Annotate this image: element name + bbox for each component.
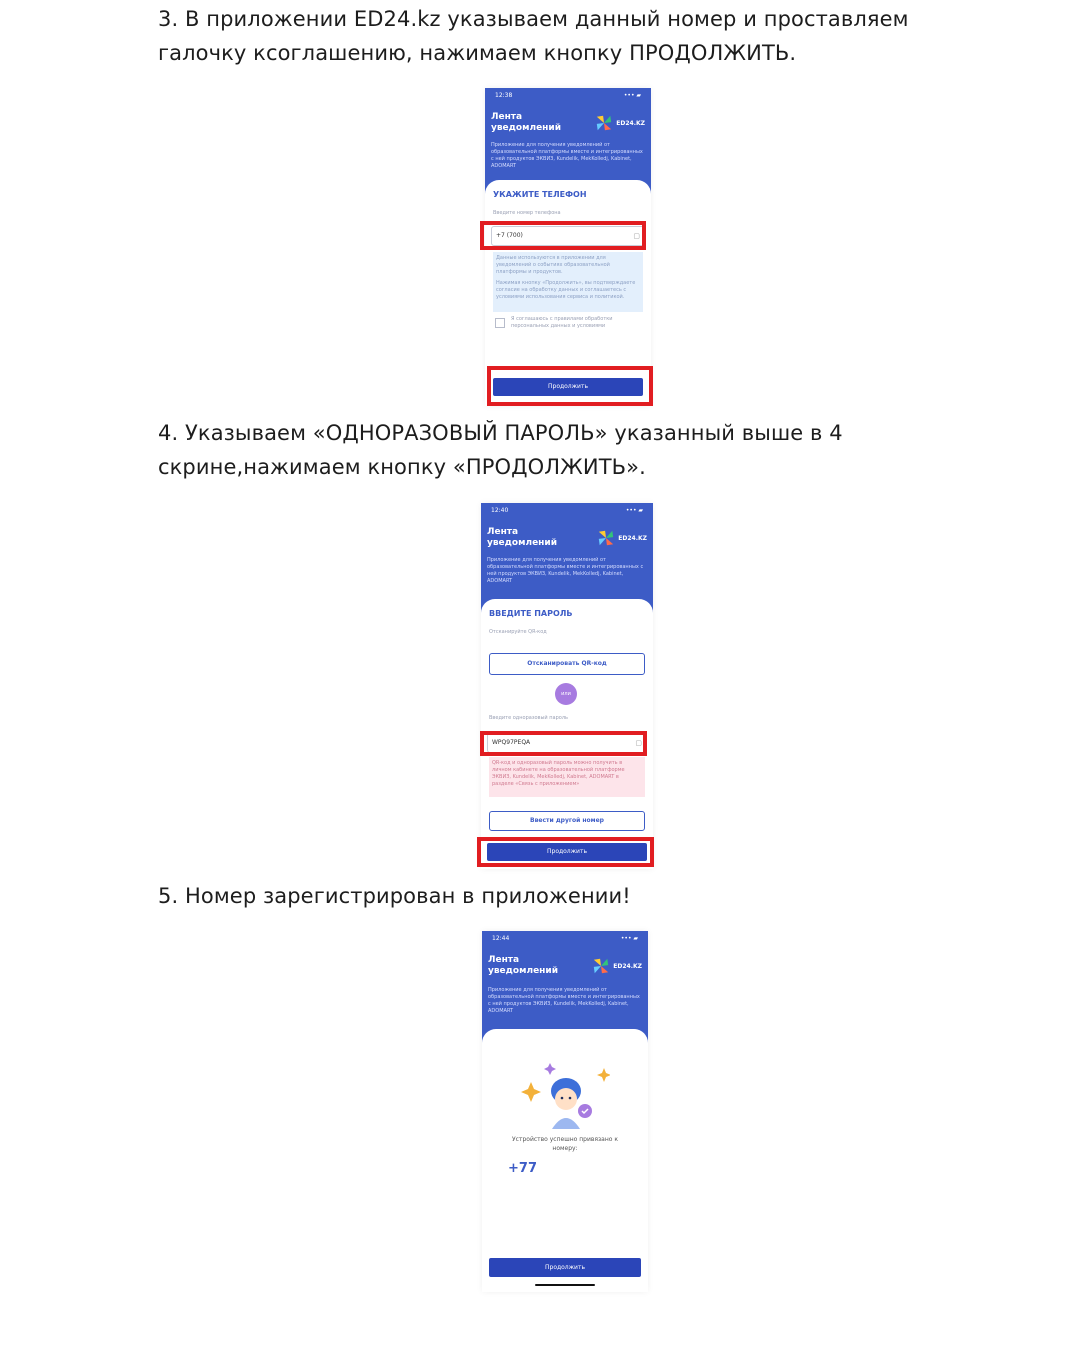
otp-label: Введите одноразовый пароль [489,715,568,721]
status-time: 12:38 [495,92,513,99]
highlight-continue-button [487,366,653,406]
status-bar [492,935,638,942]
brand-name: ED24.KZ [613,962,642,970]
phone-screenshot-2 [481,503,653,869]
home-indicator [535,1284,595,1286]
status-signal: ••• ▰ [620,935,638,942]
continue-button[interactable]: Продолжить [487,843,647,861]
section-title: ВВЕДИТЕ ПАРОЛЬ [489,609,573,618]
status-signal: ••• ▰ [623,92,641,99]
pinwheel-logo-icon [595,114,613,132]
brand-logo [592,957,642,975]
brand-logo [597,529,647,547]
clear-icon[interactable]: ▢ [635,739,642,747]
warning-box: QR-код и одноразовый пароль можно получить в личном кабинете на образовательной платформе ЭКВИЗ, Kundelik, MekKolledj, Kabinet, ADOMART в разделе «Связь с приложением» [489,757,645,797]
app-header [482,931,648,1043]
success-illustration-icon [520,1061,610,1131]
status-signal: ••• ▰ [625,507,643,514]
status-bar [495,92,641,99]
continue-button[interactable]: Продолжить [489,1258,641,1277]
status-bar [491,507,643,514]
input-label: Введите номер телефона [493,210,561,216]
step-4-text: 4. Указываем «ОДНОРАЗОВЫЙ ПАРОЛЬ» указанный выше в 4 скрине,нажимаем кнопку «ПРОДОЛЖИТЬ». [158,421,843,479]
brand-name: ED24.KZ [616,119,645,127]
step-3-text: 3. В приложении ED24.kz указываем данный номер и проставляем галочку ксоглашению, нажимаем кнопку ПРОДОЛЖИТЬ. [158,7,909,65]
header-title: Лента уведомлений [487,527,558,548]
pinwheel-logo-icon [597,529,615,547]
section-title: УКАЖИТЕ ТЕЛЕФОН [493,190,587,199]
header-description: Приложение для получения уведомлений от образовательной платформы вместе и интегрированных с ней продуктов ЭКВИЗ, Kundelik, MekKolledj, Kabinet, ADOMART [488,987,640,1014]
info-box [493,252,643,312]
header-description: Приложение для получения уведомлений от образовательной платформы вместе и интегрированных с ней продуктов ЭКВИЗ, Kundelik, MekKolledj, Kabinet, ADOMART [491,142,643,169]
info-text-2: Нажимая кнопку «Продолжить», вы подтверждаете согласие на обработку данных и соглашаетесь с условиями использования сервиса и политикой. [496,280,636,300]
pinwheel-logo-icon [592,957,610,975]
highlight-continue-button [477,837,654,867]
clear-icon[interactable]: ▢ [633,232,640,240]
highlight-otp-input [480,731,647,756]
agreement-checkbox[interactable] [495,318,505,328]
phone-screenshot-3 [482,931,648,1292]
brand-name: ED24.KZ [618,534,647,542]
step-5-text: 5. Номер зарегистрирован в приложении! [158,884,631,908]
qr-label: Отсканируйте QR-код [489,629,547,635]
or-separator: или [555,683,577,705]
linked-phone-number: +77 [508,1161,537,1176]
agreement-text: Я соглашаюсь с правилами обработки персональных данных и условиями [511,316,613,329]
phone-input-value: +7 (700) [496,232,523,239]
continue-button[interactable]: Продолжить [493,378,643,396]
status-time: 12:44 [492,935,510,942]
header-description: Приложение для получения уведомлений от образовательной платформы вместе и интегрированных с ней продуктов ЭКВИЗ, Kundelik, MekKolledj, Kabinet, ADOMART [487,557,644,584]
header-title: Лента уведомлений [488,955,559,976]
info-text-1: Данные используются в приложении для уведомлений о событиях образовательной платформы и продуктов. [496,255,610,275]
success-card [482,1029,648,1292]
status-time: 12:40 [491,507,509,514]
header-title: Лента уведомлений [491,112,562,133]
other-number-button[interactable]: Ввести другой номер [489,811,645,831]
highlight-phone-input [480,221,646,250]
otp-input-value: WPQ97PEQA [492,739,531,746]
brand-logo [595,114,645,132]
success-text: Устройство успешно привязано к номеру: [512,1136,618,1152]
scan-qr-button[interactable]: Отсканировать QR-код [489,653,645,675]
